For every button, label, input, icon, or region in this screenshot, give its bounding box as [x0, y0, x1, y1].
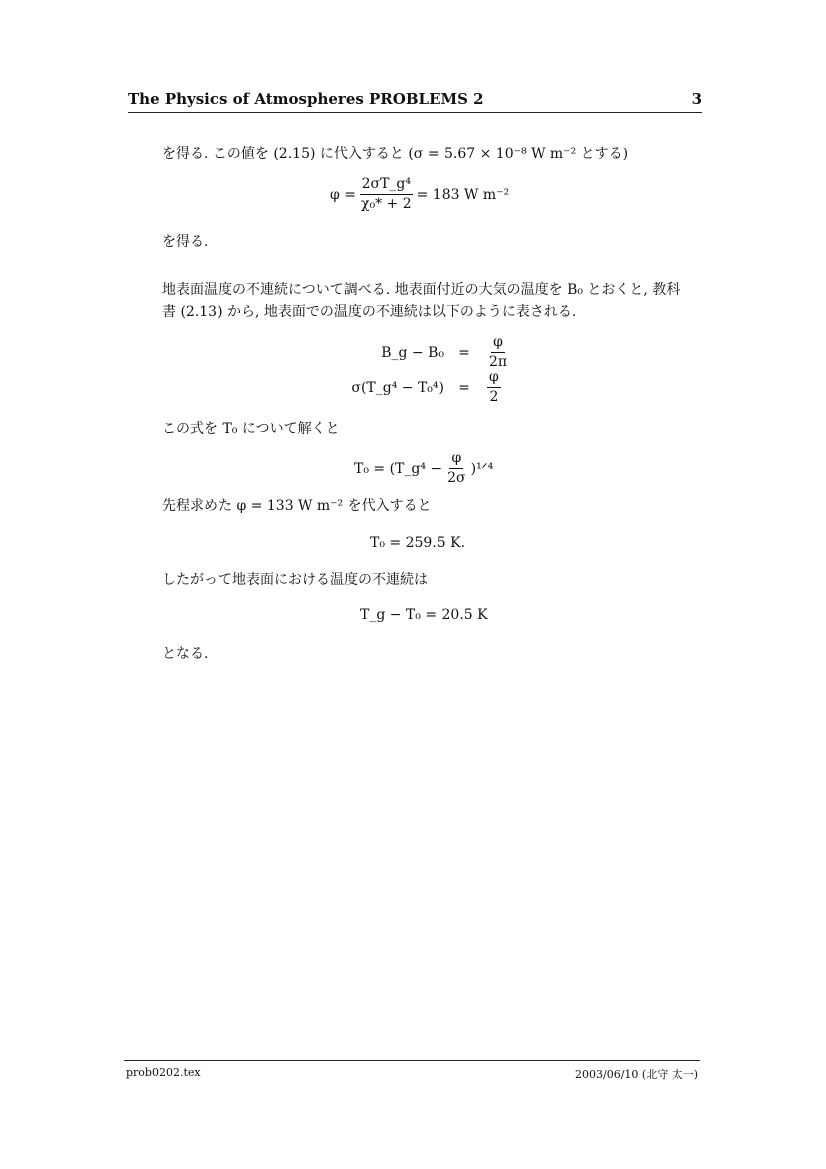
equation-2-row-2-equals: =: [458, 379, 470, 396]
equation-3-fraction: [445, 450, 467, 487]
paragraph-2: を得る.: [162, 234, 209, 250]
footer-date-author: 2003/06/10 (北守 太一): [575, 1068, 698, 1081]
equation-2-row-2-fraction: [487, 369, 501, 406]
equation-1: [330, 176, 509, 213]
footer-filename: prob0202.tex: [126, 1066, 201, 1079]
equation-2-row-1-lhs: B_g − B₀: [381, 344, 444, 361]
equation-1-numerator: 2σT_g⁴: [360, 176, 413, 195]
equation-3-rhs: )¹ᐟ⁴: [470, 460, 494, 477]
equation-2-row-1: [314, 334, 544, 371]
equation-1-denominator: χ₀* + 2: [360, 196, 412, 212]
equation-2-row-2-denominator: 2: [489, 389, 499, 405]
paragraph-3-line-1: 地表面温度の不連続について調べる. 地表面付近の大気の温度を B₀ とおくと, 教科: [162, 282, 681, 298]
equation-3-denominator: 2σ: [447, 470, 466, 486]
equation-5: T_g − T₀ = 20.5 K: [360, 607, 488, 623]
equation-1-lhs: φ =: [330, 186, 356, 203]
paragraph-3-line-2: 書 (2.13) から, 地表面での温度の不連続は以下のように表される.: [162, 304, 577, 320]
equation-1-fraction: [359, 176, 414, 213]
document-title: The Physics of Atmospheres PROBLEMS 2: [128, 90, 484, 108]
equation-1-rhs: = 183 W m⁻²: [416, 186, 510, 203]
equation-2-row-2-lhs: σ(T_g⁴ − T₀⁴): [351, 379, 444, 396]
page-footer: [124, 1060, 700, 1083]
equation-2-row-1-equals: =: [458, 344, 470, 361]
equation-3-lhs: T₀ = (T_g⁴ −: [354, 460, 443, 477]
equation-2-row-1-fraction: [487, 334, 509, 371]
equation-3: [354, 450, 493, 487]
equation-3-numerator: φ: [449, 450, 463, 469]
page-number: 3: [691, 90, 702, 108]
equation-2: [314, 334, 544, 406]
equation-2-row-1-denominator: 2π: [489, 354, 508, 370]
paragraph-6: したがって地表面における温度の不連続は: [162, 572, 428, 588]
equation-2-row-1-numerator: φ: [491, 334, 505, 353]
equation-2-row-2: [314, 369, 544, 406]
paragraph-1: を得る. この値を (2.15) に代入すると (σ = 5.67 × 10⁻⁸ W m⁻² とする): [162, 146, 629, 162]
equation-4: T₀ = 259.5 K.: [370, 535, 466, 551]
paragraph-7: となる.: [162, 646, 209, 662]
page-header: [128, 90, 702, 113]
paragraph-4: この式を T₀ について解くと: [162, 421, 340, 437]
paragraph-5: 先程求めた φ = 133 W m⁻² を代入すると: [162, 498, 432, 514]
equation-2-row-2-numerator: φ: [487, 369, 501, 388]
